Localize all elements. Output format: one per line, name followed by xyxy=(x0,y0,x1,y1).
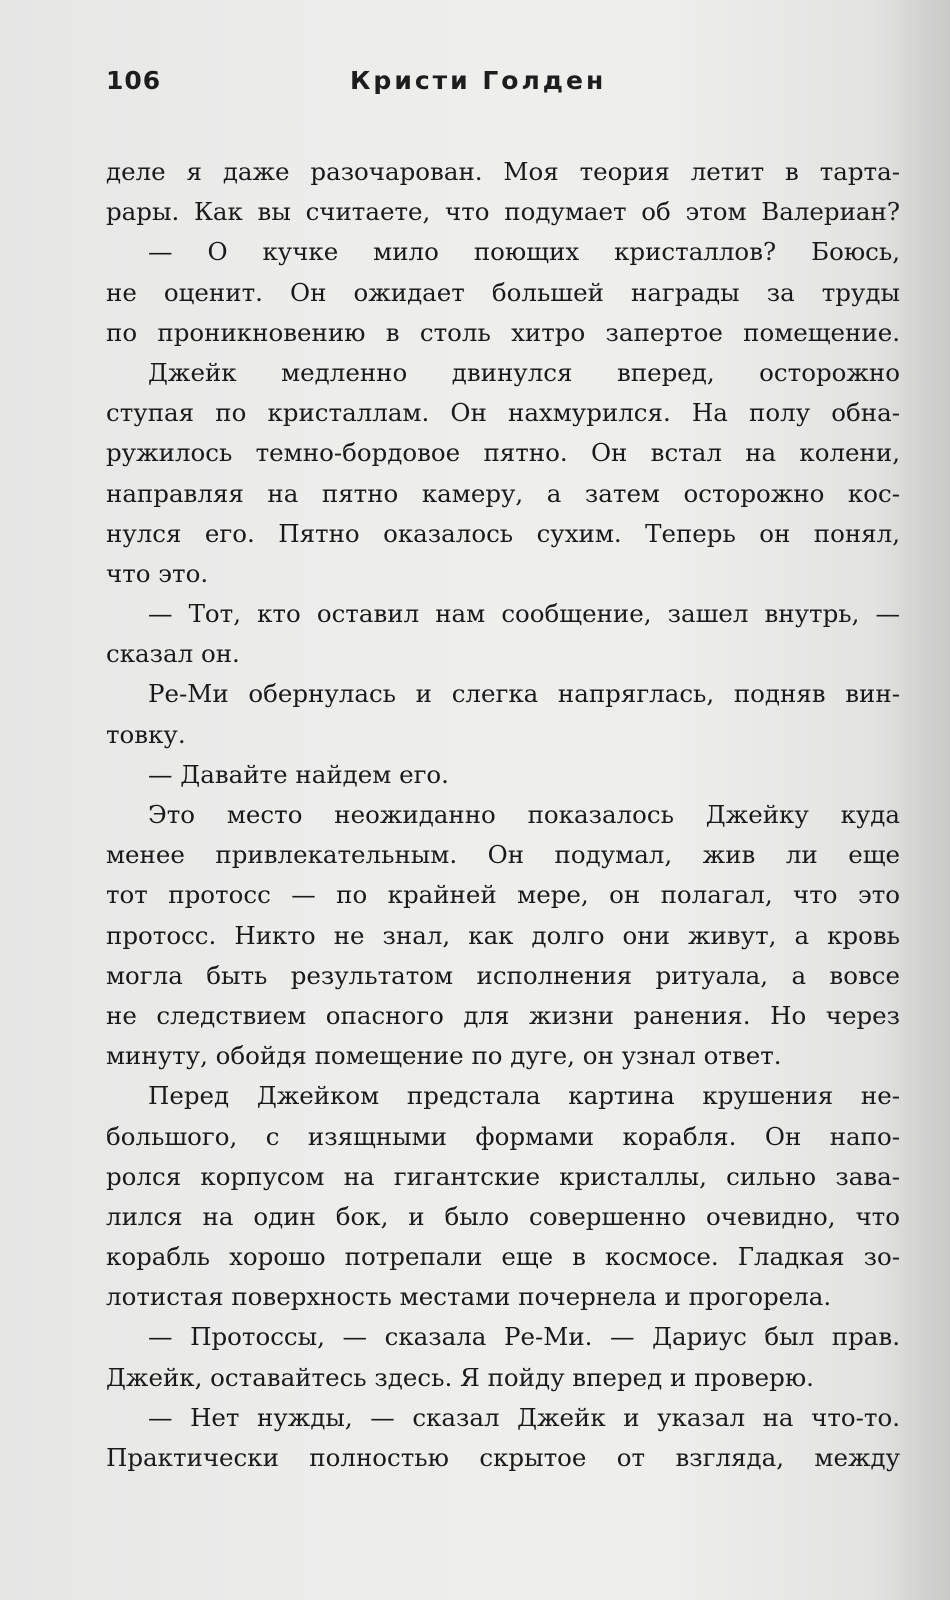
text-line: не следствием опасного для жизни ранения. Но через xyxy=(106,1000,900,1030)
text-line: рары. Как вы считаете, что подумает об этом Валериан? xyxy=(106,197,900,227)
text-line: — Давайте найдем его. xyxy=(148,759,449,789)
text-line: Перед Джейком предстала картина крушения не- xyxy=(148,1081,900,1111)
text-line: деле я даже разочарован. Моя теория летит в тарта- xyxy=(106,157,900,186)
text-line: что это. xyxy=(106,558,209,588)
text-line: направляя на пятно камеру, а затем осторожно кос- xyxy=(106,478,900,508)
text-line: большого, с изящными формами корабля. Он напо- xyxy=(106,1121,900,1151)
text-line: Джейк медленно двинулся вперед, осторожно xyxy=(148,357,900,387)
text-line: Ре-Ми обернулась и слегка напряглась, подняв вин- xyxy=(148,679,900,709)
page-number: 106 xyxy=(106,66,162,95)
text-line: Это место неожиданно показалось Джейку куда xyxy=(148,800,900,829)
text-line: — Нет нужды, — сказал Джейк и указал на что-то. xyxy=(148,1402,900,1432)
text-line: минуту, обойдя помещение по дуге, он узнал ответ. xyxy=(106,1041,782,1071)
text-line: Практически полностью скрытое от взгляда, между xyxy=(106,1443,900,1472)
text-line: — О кучке мило поющих кристаллов? Боюсь, xyxy=(148,237,900,267)
text-line: протосс. Никто не знал, как долго они живут, а кровь xyxy=(106,920,900,950)
text-line: не оценит. Он ожидает большей награды за труды xyxy=(106,277,900,307)
text-line: — Протоссы, — сказала Ре-Ми. — Дариус был прав. xyxy=(148,1322,900,1352)
text-line: товку. xyxy=(106,719,186,749)
body-text xyxy=(106,152,900,1478)
text-line: лотистая поверхность местами почернела и прогорела. xyxy=(106,1282,832,1312)
text-line: менее привлекательным. Он подумал, жив ли еще xyxy=(106,840,900,870)
text-line: лился на один бок, и было совершенно очевидно, что xyxy=(106,1201,900,1231)
text-line: сказал он. xyxy=(106,639,240,669)
text-line: могла быть результатом исполнения ритуала, а вовсе xyxy=(106,960,900,990)
text-line: по проникновению в столь хитро запертое помещение. xyxy=(106,317,900,347)
text-line: нулся его. Пятно оказалось сухим. Теперь он понял, xyxy=(106,518,900,548)
text-line: корабль хорошо потрепали еще в космосе. Гладкая зо- xyxy=(106,1242,900,1272)
running-head: Кристи Голден xyxy=(350,66,607,95)
text-line: ступая по кристаллам. Он нахмурился. На полу обна- xyxy=(106,398,900,428)
text-line: тот протосс — по крайней мере, он полагал, что это xyxy=(106,880,900,910)
text-line: — Тот, кто оставил нам сообщение, зашел внутрь, — xyxy=(148,599,900,629)
text-line: ружилось темно-бордовое пятно. Он встал на колени, xyxy=(106,438,900,468)
text-line: ролся корпусом на гигантские кристаллы, сильно зава- xyxy=(106,1161,900,1191)
text-line: Джейк, оставайтесь здесь. Я пойду вперед и проверю. xyxy=(106,1362,814,1392)
